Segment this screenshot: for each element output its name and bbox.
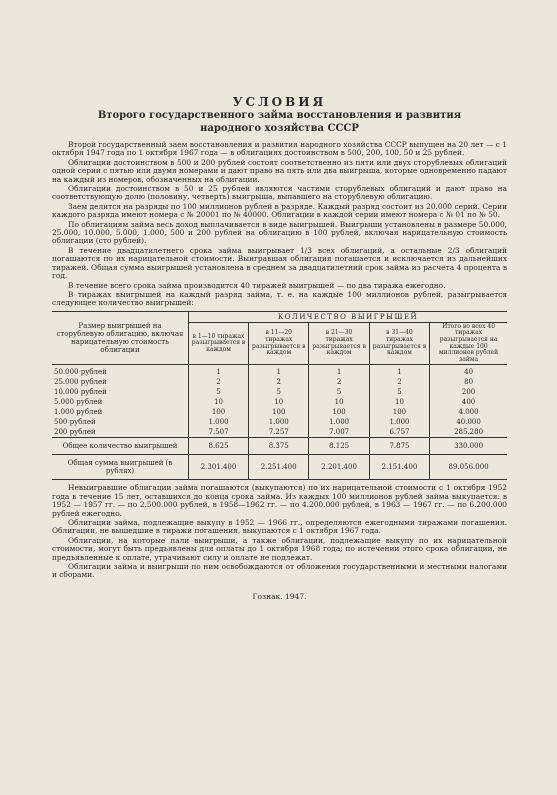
document-title: УСЛОВИЯ bbox=[232, 95, 327, 109]
paragraph: В течение двадцатилетнего срока займа выигрывает 1/3 всех облигаций, а остальные 2/3 облигаций погашаются по их нарицательной стоимости. Выигравшая облигация погашается и исключается из дальнейших тиражей. Общая сумма выигрышей установлена в среднем за двадцатилетний срок займа из расчета 4 процента в год. bbox=[52, 245, 507, 281]
table-row: 1.000 рублей 100 100 100 100 4.000 bbox=[52, 407, 507, 417]
table-col-header: в 21—30 тиражах разыгрывается в каждом bbox=[309, 322, 369, 365]
paragraph: В течение всего срока займа производится 40 тиражей выигрышей — по два тиража ежегодно. bbox=[68, 280, 446, 290]
table-row-total-count: Общее количество выигрышей 8.625 8.375 8.125 7.875 330.000 bbox=[52, 438, 507, 455]
document-subtitle-line2: народного хозяйства СССР bbox=[200, 123, 359, 134]
table-col-header: в 31—40 тиражах разыгрывается в каждом bbox=[369, 322, 429, 365]
table-row: 200 рублей 7.507 7.257 7.007 6.757 285.280 bbox=[52, 427, 507, 438]
paragraph: В тиражах выигрышей на каждый разряд займа, т. е. на каждые 100 миллионов рублей, разыгрывается следующее количество выигрышей: bbox=[52, 289, 507, 308]
table-row: 25.000 рублей 2 2 2 2 80 bbox=[52, 377, 507, 387]
paragraph: Невыигравшие облигации займа погашаются (выкупаются) по их нарицательной стоимости с 1 октября 1952 года в течение 15 лет, оставшихся до конца срока займа. Из каждых 100 миллионов рублей займа выкупается: в 1952 — 1957 гг. — по 2.500.000 рублей, в 1958—1962 гг. — по 4.200.000 рублей, в 1963 — 1967 гг. — по 6.200.000 рублей ежегодно. bbox=[52, 483, 507, 518]
paragraph: Облигации, на которые пали выигрыши, а также облигации, подлежащие выкупу по их нарицательной стоимости, могут быть предъявлены для оплаты до 1 октября 1968 года; по истечении этого срока облигации, не предъявленные к оплате, утрачивают силу и оплате не подлежат. bbox=[52, 535, 507, 562]
table-row: 50.000 рублей 1 1 1 1 40 bbox=[52, 365, 507, 378]
table-row-total-sum: Общая сумма выигрышей (в рублях) 2.301.400 2.251.400 2.201.400 2.151.400 89.056.000 bbox=[52, 455, 507, 480]
conditions-text-top bbox=[52, 141, 507, 308]
conditions-text-bottom bbox=[52, 484, 507, 579]
table-col-header: в 11—20 тиражах разыгрывается в каждом bbox=[249, 322, 309, 365]
paragraph: По облигациям займа весь доход выплачивается в виде выигрышей. Выигрыши установлены в размере 50.000, 25.000, 10.000, 5.000, 1.000, 500 и 200 рублей на облигацию в 100 рублей, включая нарицательную стоимость облигации (сто рублей). bbox=[52, 219, 507, 246]
table-col-header: Итого во всех 40 тиражах разыгрывается на каждые 100 миллионов рублей займа bbox=[430, 322, 507, 365]
table-row: 5.000 рублей 10 10 10 10 400 bbox=[52, 397, 507, 407]
paragraph: Облигации займа, подлежащие выкупу в 1952 — 1966 гг., определяются ежегодными тиражами погашения. Облигации, не вышедшие в тиражи погашения, выкупаются с 1 октября 1967 года. bbox=[52, 517, 507, 536]
table-row: 10.000 рублей 5 5 5 5 200 bbox=[52, 387, 507, 397]
document-subtitle-line1: Второго государственного займа восстановления и развития bbox=[97, 110, 462, 121]
paragraph: Облигации достоинством в 500 и 200 рублей состоят соответственно из пяти или двух сторублевых облигаций одной серии с пятью или двумя номерами и дают право на пять или два выигрыша, которые одновременно падают на каждый из номеров, обозначенных на облигации. bbox=[52, 157, 507, 184]
printer-mark: Гознак. 1947. bbox=[252, 591, 307, 601]
table-row: 500 рублей 1.000 1.000 1.000 1.000 40.000 bbox=[52, 417, 507, 427]
paragraph: Заем делится на разряды по 100 миллионов рублей в разряде. Каждый разряд состоит из 20.000 серий. Серии каждого разряда имеют номера с № 20001 по № 40000. Облигации в каждой серии имеют номера с № 01 по № 50. bbox=[52, 201, 507, 220]
paragraph: Второй государственный заем восстановления и развития народного хозяйства СССР выпущен на 20 лет — с 1 октября 1947 года по 1 октября 1967 года — в облигациях достоинством в 500, 200, 100, 50 и 25 рублей. bbox=[52, 140, 507, 158]
table-header-prize-size: Размер выигрышей на сторублевую облигацию, включая нарицательную стоимость облигации bbox=[56, 322, 184, 354]
table-header-group: КОЛИЧЕСТВО ВЫИГРЫШЕЙ bbox=[189, 311, 508, 322]
paragraph: Облигации займа и выигрыши по ним освобождаются от обложения государственными и местными налогами и сборами. bbox=[52, 561, 507, 580]
paragraph: Облигации достоинством в 50 и 25 рублей являются частями сторублевых облигаций и дают право на соответствующую долю (половину, четверть) выигрыша, выпавшего на сторублевую облигацию. bbox=[52, 184, 507, 202]
table-col-header: в 1—10 тиражах разыгрывается в каждом bbox=[189, 322, 249, 365]
prize-table bbox=[52, 311, 507, 481]
